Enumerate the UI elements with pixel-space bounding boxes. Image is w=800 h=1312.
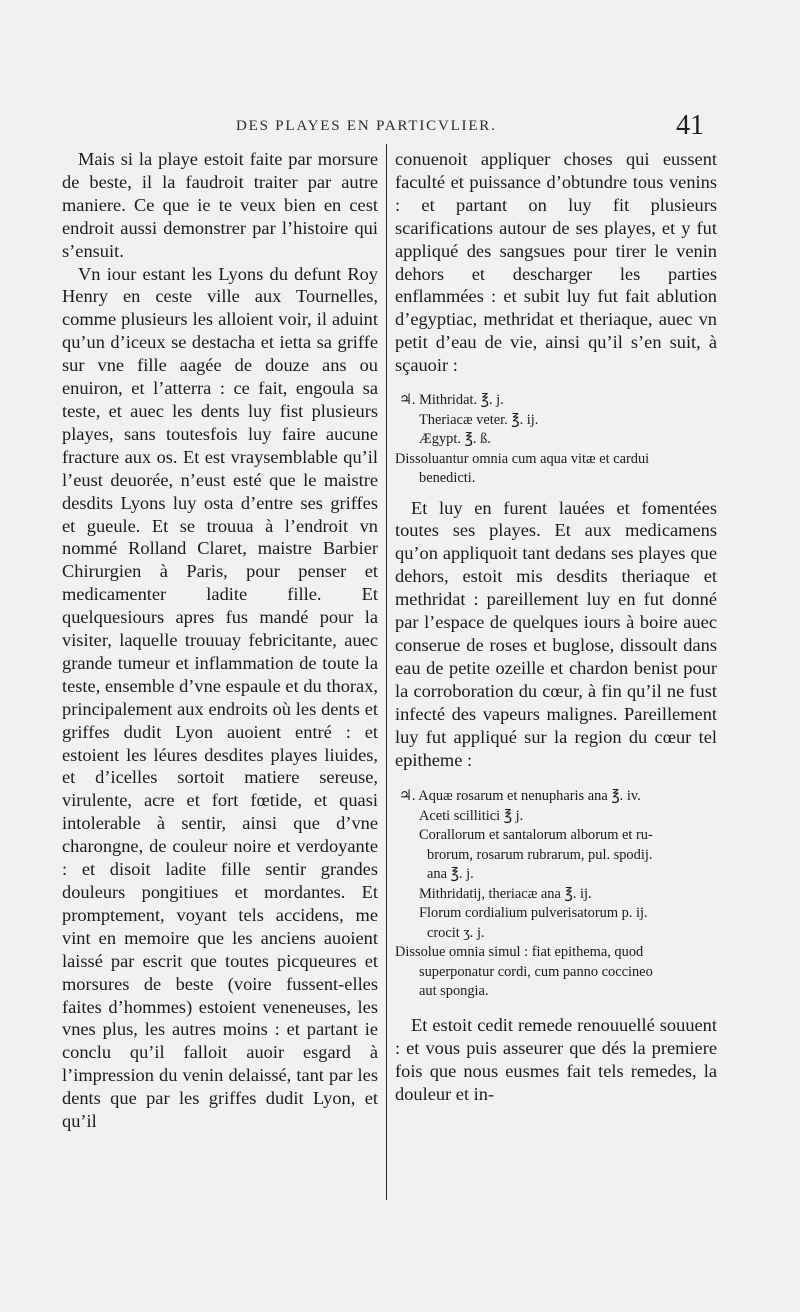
prescription-line: Aceti scillitici ℥ j. (419, 807, 524, 824)
prescription-line: benedicti. (419, 470, 476, 487)
prescription-block (395, 787, 717, 1002)
prescription-line: crocit ʒ. j. (427, 924, 485, 941)
prescription-line: aut spongia. (419, 983, 489, 1000)
page-number: 41 (676, 110, 704, 141)
paragraph: Et luy en furent lauées et fomentées toutes ses playes. Et aux medicamens qu’on appliquoit tant dedans ses playes que dehors, estoit mis desdits theriaque et methridat : pareillement luy en fut donné par l’espace de quelques iours à boire auec conserue de roses et buglose, dissoult dans eau de petite ozeille et chardon benist pour la corroboration du cœur, à fin qu’il ne fust infecté des vapeurs malignes. Pareillement luy fut appliqué sur la region du cœur tel epitheme : (395, 497, 717, 770)
prescription-line: ♃. Mithridat. ℥. j. (399, 392, 504, 409)
prescription-line: Theriacæ veter. ℥. ij. (419, 411, 539, 428)
left-column (62, 148, 378, 1133)
column-divider (386, 144, 387, 1200)
prescription-line: Ægypt. ℥. ß. (419, 431, 491, 448)
paragraph: Et estoit cedit remede renouuellé souuent : et vous puis asseurer que dés la premiere fois que nous eusmes fait tels remedes, la douleur et in- (395, 1014, 717, 1104)
prescription-line: ana ℥. j. (427, 866, 474, 883)
paragraph: Mais si la playe estoit faite par morsure de beste, il la faudroit traiter par autre maniere. Ce que ie te veux bien en cest endroit aussi demonstrer par l’histoire qui s’ensuit. (62, 149, 378, 261)
paragraph: Vn iour estant les Lyons du defunt Roy Henry en ceste ville aux Tournelles, comme plusieurs les alloient voir, il aduint qu’un d’iceux se destacha et ietta sa griffe sur vne fille aagée de douze ans ou enuiron, et l’atterra : ce fait, engoula sa teste, et auec les dents luy fist plusieurs playes, sans toutesfois luy faire aucune fracture aux os. Et est vraysemblable qu’il l’eust deuorée, n’eust esté que le maistre desdits Lyons luy osta d’entre ses griffes et gueule. Et se trouua à l’endroit vn nommé Rolland Claret, maistre Barbier Chirurgien à Paris, pour penser et medicamenter ladite fille. Et quelquesiours apres fus mandé pour la visiter, laquelle trouuay febricitante, auec grande tumeur et inflammation de toute la teste, ensemble d’vne espaule et du thorax, principalement aux endroits où les dents et griffes dudit Lyon auoient entré : et estoient les léures desdites playes liuides, et d’icelles sortoit matiere sereuse, virulente, acre et fort fœtide, et quasi intolerable à sentir, ainsi que d’vne charongne, de couleur noire et verdoyante : et disoit ladite fille sentir grandes douleurs pongitiues et mordantes. Et promptement, voyant tels accidens, me vint en memoire que les anciens auoient laissé par escrit que toutes picqueures et morsures de beste (voire fussent-elles faites d’hommes) estoient veneneuses, les vnes plus, les autres moins : et partant ie conclu qu’il falloit auoir esgard à l’impression du venin delaissé, tant par les dents que par les griffes dudit Lyon, et qu’il (62, 263, 378, 1132)
prescription-line: Florum cordialium pulverisatorum p. ij. (419, 905, 648, 922)
right-column (395, 148, 717, 1106)
running-head: DES PLAYES EN PARTICVLIER. (236, 118, 497, 134)
page-header (0, 108, 800, 148)
prescription-line: Corallorum et santalorum alborum et ru- (419, 827, 653, 844)
prescription-block (395, 391, 717, 489)
paragraph: conuenoit appliquer choses qui eussent faculté et puissance d’obtundre tous venins : et partant on luy fit plusieurs scarifications autour de ses playes, et y fut appliqué des sangsues pour tirer le venin dehors et descharger les parties enflammées : et subit luy fut fait ablution d’egyptiac, methridat et theriaque, auec vn petit d’eau de vie, ainsi qu’il s’en suit, à sçauoir : (395, 149, 717, 376)
prescription-line: brorum, rosarum rubrarum, pul. spodij. (427, 846, 653, 863)
prescription-line: Dissoluantur omnia cum aqua vitæ et cardui (395, 450, 650, 467)
prescription-line: ♃. Aquæ rosarum et nenupharis ana ℥. iv. (399, 788, 641, 805)
prescription-line: Dissolue omnia simul : fiat epithema, quod (395, 944, 644, 961)
prescription-line: superponatur cordi, cum panno coccineo (419, 963, 653, 980)
prescription-line: Mithridatij, theriacæ ana ℥. ij. (419, 885, 592, 902)
